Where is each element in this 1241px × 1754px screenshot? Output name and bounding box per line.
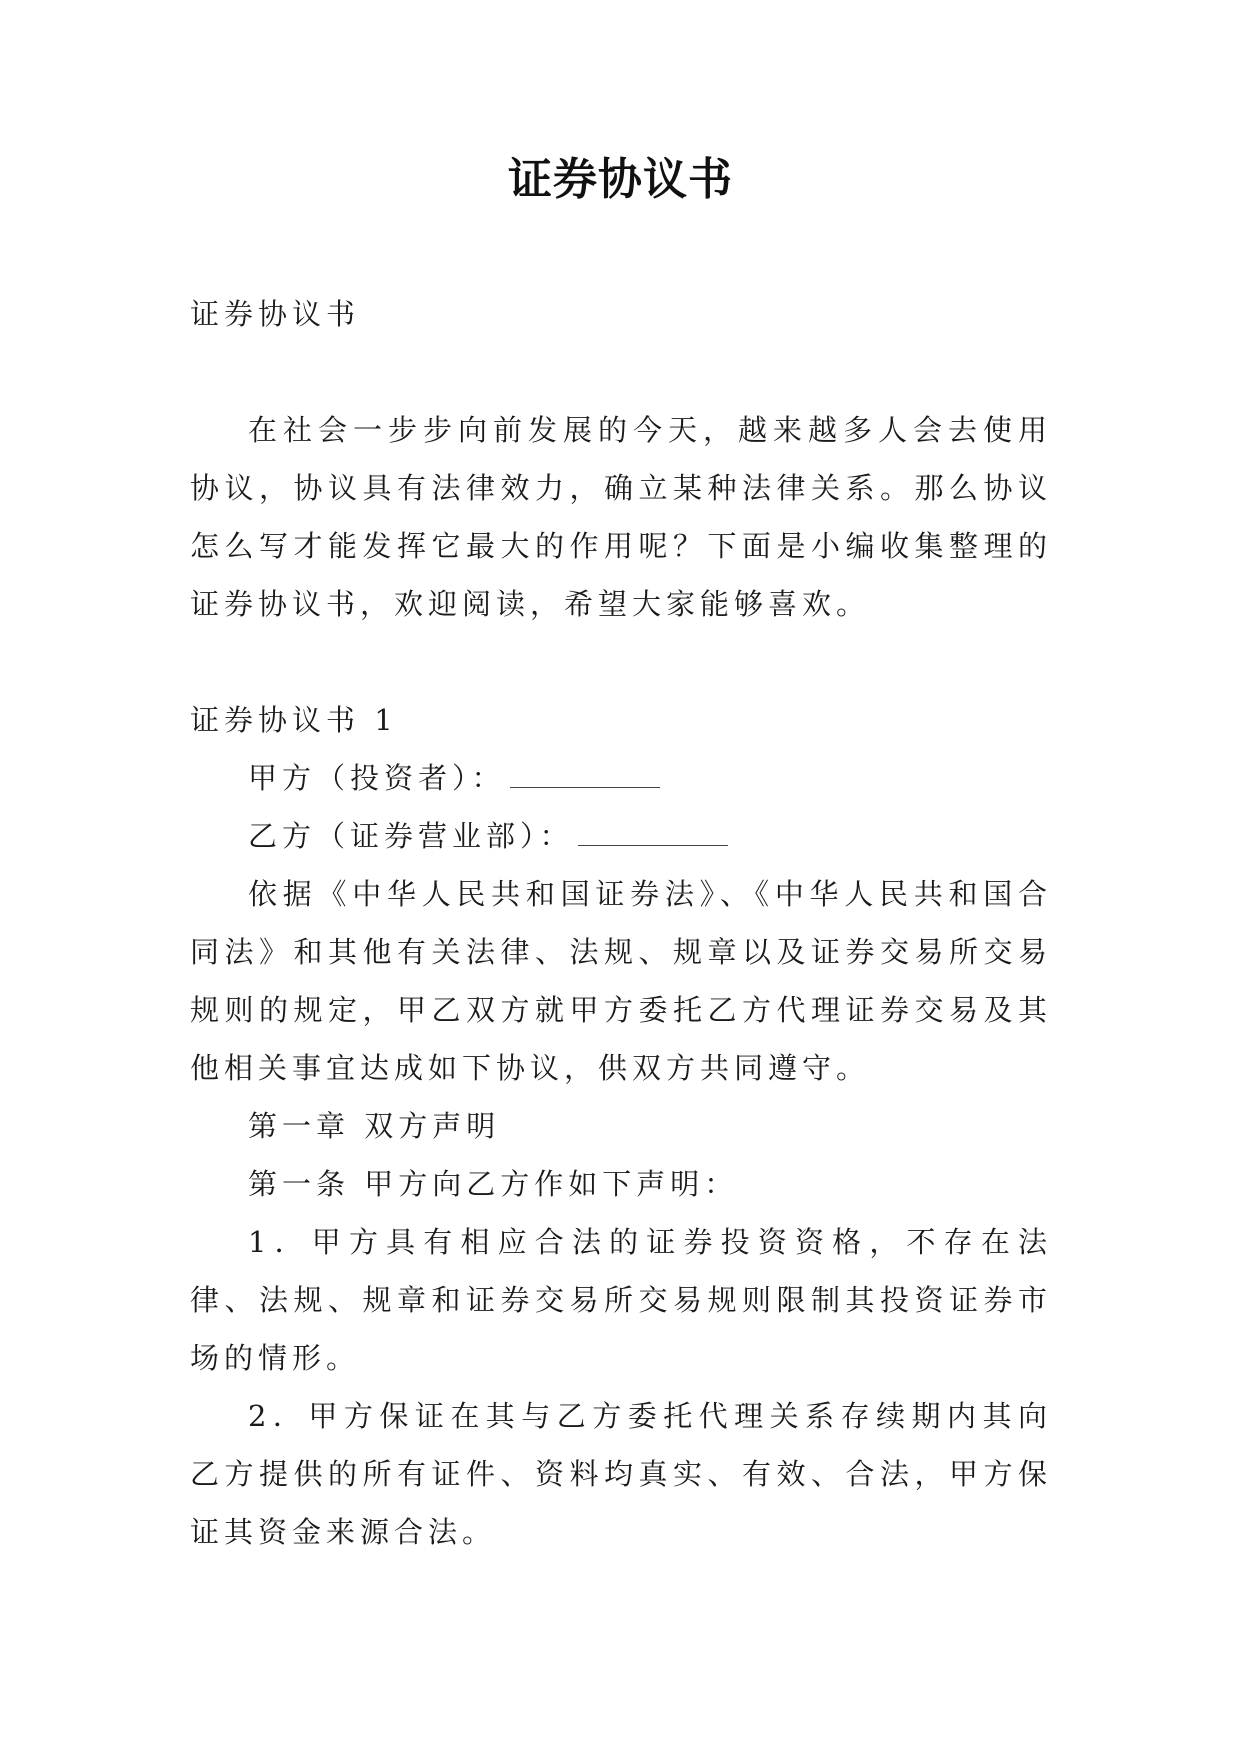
intro-paragraph: 在社会一步步向前发展的今天，越来越多人会去使用协议，协议具有法律效力，确立某种法律关系。那么协议怎么写才能发挥它最大的作用呢？下面是小编收集整理的证券协议书，欢迎阅读，希望大家能够喜欢。 xyxy=(190,413,1052,621)
chapter-heading: 第一章 双方声明 xyxy=(248,1109,501,1143)
document-subtitle: 证券协议书 xyxy=(190,297,361,331)
party-a-blank xyxy=(510,765,660,788)
clause-2: 2．甲方保证在其与乙方委托代理关系存续期内其向乙方提供的所有证件、资料均真实、有效、合法，甲方保证其资金来源合法。 xyxy=(190,1399,1052,1549)
party-a-label: 甲方（投资者）： xyxy=(248,761,506,795)
section-heading: 证券协议书 1 xyxy=(190,703,398,737)
basis-paragraph: 依据《中华人民共和国证券法》、《中华人民共和国合同法》和其他有关法律、法规、规章以及证券交易所交易规则的规定，甲乙双方就甲方委托乙方代理证券交易及其他相关事宜达成如下协议，供双方共同遵守。 xyxy=(190,877,1052,1085)
article-heading: 第一条 甲方向乙方作如下声明： xyxy=(248,1167,739,1201)
party-a-line xyxy=(190,749,1052,807)
document-body xyxy=(190,285,1052,1561)
party-b-blank xyxy=(578,823,728,846)
document-title: 证券协议书 xyxy=(508,154,733,205)
clause-1: 1．甲方具有相应合法的证券投资资格，不存在法律、法规、规章和证券交易所交易规则限制其投资证券市场的情形。 xyxy=(190,1225,1052,1375)
party-b-label: 乙方（证券营业部）： xyxy=(248,819,574,853)
party-b-line xyxy=(190,807,1052,865)
